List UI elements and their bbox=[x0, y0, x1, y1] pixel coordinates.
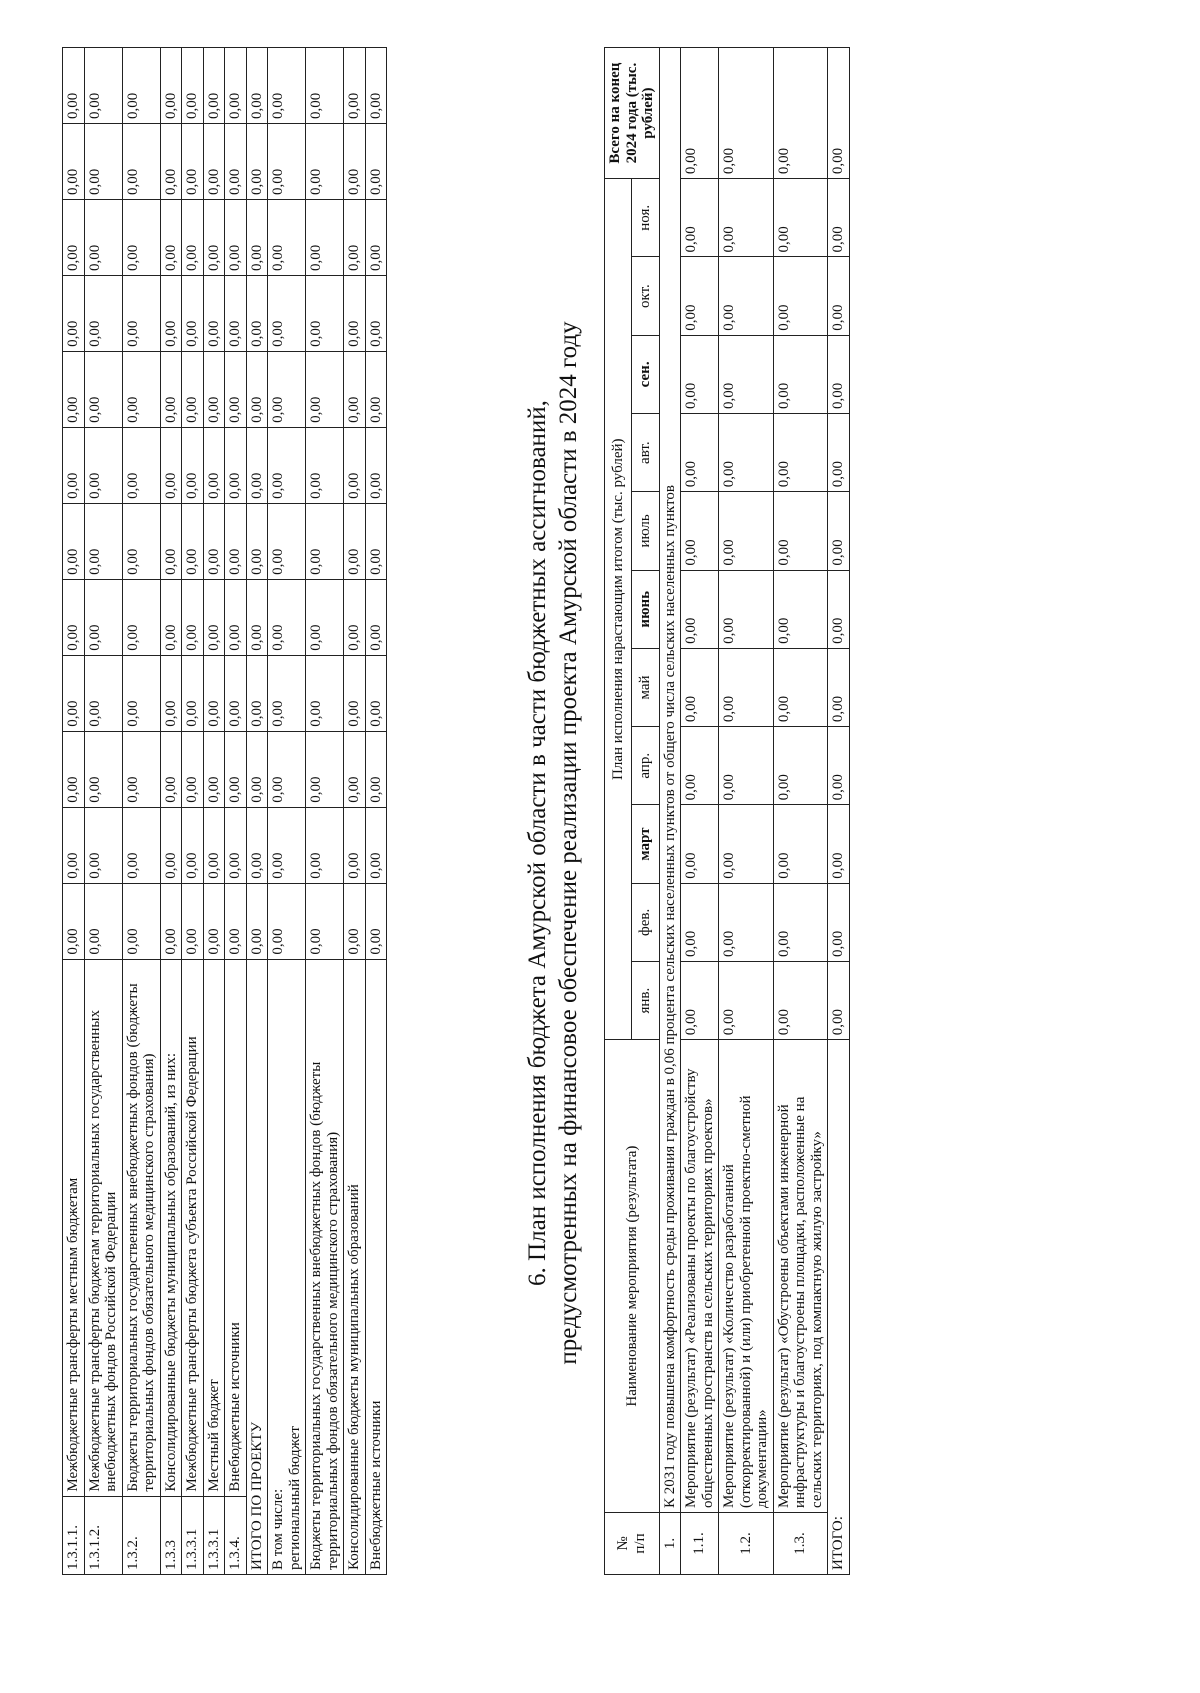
total-value: 0,00 bbox=[828, 648, 850, 726]
row-value: 0,00 bbox=[63, 427, 85, 503]
row-number: 1.3.3 bbox=[160, 1496, 182, 1574]
row-value: 0,00 bbox=[203, 48, 225, 124]
total-value: 0,00 bbox=[246, 275, 268, 351]
table-row bbox=[773, 48, 828, 1575]
sub-row-value: 0,00 bbox=[344, 199, 366, 275]
row-number: 1.2. bbox=[719, 1513, 774, 1575]
sub-row-value: 0,00 bbox=[344, 124, 366, 200]
budget-execution-plan-table bbox=[604, 47, 850, 1575]
sub-row-value: 0,00 bbox=[268, 731, 306, 807]
total-value: 0,00 bbox=[246, 807, 268, 883]
row-value: 0,00 bbox=[773, 727, 828, 805]
row-value: 0,00 bbox=[160, 503, 182, 579]
row-value: 0,00 bbox=[182, 124, 204, 200]
sub-row-value: 0,00 bbox=[344, 351, 366, 427]
row-number: 1.3.3.1 bbox=[203, 1496, 225, 1574]
row-value: 0,00 bbox=[203, 275, 225, 351]
header-month: янв. bbox=[632, 961, 659, 1039]
row-value: 0,00 bbox=[160, 579, 182, 655]
total-value: 0,00 bbox=[246, 427, 268, 503]
row-value: 0,00 bbox=[63, 655, 85, 731]
row-value: 0,00 bbox=[160, 807, 182, 883]
row-number: 1.3.1.2. bbox=[84, 1496, 122, 1574]
sub-row bbox=[268, 48, 306, 1575]
header-month: апр. bbox=[632, 727, 659, 805]
sub-row-name: Бюджеты территориальных государственных внебюджетных фондов (бюджеты территориальных фондов обязательного медицинского страхования) bbox=[306, 959, 344, 1574]
row-value: 0,00 bbox=[773, 805, 828, 883]
row-value: 0,00 bbox=[773, 648, 828, 726]
row-value: 0,00 bbox=[84, 275, 122, 351]
row-value: 0,00 bbox=[84, 655, 122, 731]
row-value: 0,00 bbox=[681, 727, 719, 805]
sub-row-value: 0,00 bbox=[365, 351, 387, 427]
sub-row-value: 0,00 bbox=[306, 199, 344, 275]
row-value: 0,00 bbox=[160, 48, 182, 124]
header-month: июнь bbox=[632, 570, 659, 648]
total-value: 0,00 bbox=[246, 351, 268, 427]
row-value: 0,00 bbox=[203, 124, 225, 200]
table-row bbox=[203, 48, 225, 1575]
row-value: 0,00 bbox=[773, 179, 828, 257]
row-value: 0,00 bbox=[182, 503, 204, 579]
row-value: 0,00 bbox=[681, 48, 719, 179]
table-row bbox=[122, 48, 160, 1575]
row-value: 0,00 bbox=[122, 503, 160, 579]
sub-row-value: 0,00 bbox=[268, 199, 306, 275]
row-value: 0,00 bbox=[773, 48, 828, 179]
row-value: 0,00 bbox=[203, 579, 225, 655]
total-value: 0,00 bbox=[828, 414, 850, 492]
row-value: 0,00 bbox=[84, 427, 122, 503]
row-value: 0,00 bbox=[681, 648, 719, 726]
row-value: 0,00 bbox=[63, 124, 85, 200]
row-value: 0,00 bbox=[203, 731, 225, 807]
row-value: 0,00 bbox=[84, 731, 122, 807]
row-value: 0,00 bbox=[63, 579, 85, 655]
row-value: 0,00 bbox=[203, 351, 225, 427]
sub-row-value: 0,00 bbox=[306, 731, 344, 807]
row-value: 0,00 bbox=[681, 335, 719, 413]
sub-row-value: 0,00 bbox=[344, 503, 366, 579]
header-row-1 bbox=[605, 48, 632, 1575]
row-name: Местный бюджет bbox=[203, 959, 225, 1496]
total-value: 0,00 bbox=[828, 961, 850, 1039]
row-value: 0,00 bbox=[719, 727, 774, 805]
sub-row-name: Внебюджетные источники bbox=[365, 959, 387, 1574]
row-value: 0,00 bbox=[225, 807, 247, 883]
header-month: фев. bbox=[632, 883, 659, 961]
header-month: июль bbox=[632, 492, 659, 570]
sub-row-value: 0,00 bbox=[306, 503, 344, 579]
row-value: 0,00 bbox=[160, 883, 182, 959]
total-value: 0,00 bbox=[828, 335, 850, 413]
sub-row-value: 0,00 bbox=[306, 48, 344, 124]
sub-row-value: 0,00 bbox=[268, 883, 306, 959]
header-month: март bbox=[632, 805, 659, 883]
row-value: 0,00 bbox=[160, 731, 182, 807]
row-value: 0,00 bbox=[773, 414, 828, 492]
total-label: ИТОГО: bbox=[828, 1040, 850, 1575]
sub-row-value: 0,00 bbox=[268, 807, 306, 883]
row-value: 0,00 bbox=[182, 807, 204, 883]
row-value: 0,00 bbox=[84, 351, 122, 427]
row-name: Бюджеты территориальных государственных внебюджетных фондов (бюджеты территориальных фондов обязательного медицинского страхования) bbox=[122, 959, 160, 1496]
row-name: Мероприятие (результат) «Количество разработанной (откорректированной) и (или) приобретенной проектно-сметной документации» bbox=[719, 1040, 774, 1513]
row-number: 1.1. bbox=[681, 1513, 719, 1575]
row-value: 0,00 bbox=[122, 275, 160, 351]
row-value: 0,00 bbox=[63, 351, 85, 427]
section-row bbox=[659, 48, 681, 1575]
total-value: 0,00 bbox=[246, 883, 268, 959]
row-value: 0,00 bbox=[182, 883, 204, 959]
row-value: 0,00 bbox=[681, 805, 719, 883]
row-name: Внебюджетные источники bbox=[225, 959, 247, 1496]
row-value: 0,00 bbox=[773, 570, 828, 648]
row-value: 0,00 bbox=[182, 48, 204, 124]
row-value: 0,00 bbox=[84, 807, 122, 883]
row-name: Межбюджетные трансферты местным бюджетам bbox=[63, 959, 85, 1496]
heading-line-1: 6. План исполнения бюджета Амурской области в части бюджетных ассигнований, bbox=[524, 400, 551, 1286]
row-number: 1.3.3.1 bbox=[182, 1496, 204, 1574]
header-month: авт. bbox=[632, 414, 659, 492]
row-value: 0,00 bbox=[63, 48, 85, 124]
row-value: 0,00 bbox=[719, 805, 774, 883]
row-value: 0,00 bbox=[203, 883, 225, 959]
row-value: 0,00 bbox=[182, 351, 204, 427]
total-value: 0,00 bbox=[828, 179, 850, 257]
total-value: 0,00 bbox=[246, 124, 268, 200]
row-name: Межбюджетные трансферты бюджетам территориальных государственных внебюджетных фондов Российской Федерации bbox=[84, 959, 122, 1496]
total-value: 0,00 bbox=[828, 805, 850, 883]
sub-row-value: 0,00 bbox=[344, 655, 366, 731]
row-value: 0,00 bbox=[84, 503, 122, 579]
sub-row-value: 0,00 bbox=[306, 883, 344, 959]
total-value: 0,00 bbox=[828, 48, 850, 179]
row-value: 0,00 bbox=[160, 199, 182, 275]
row-value: 0,00 bbox=[719, 179, 774, 257]
row-value: 0,00 bbox=[773, 883, 828, 961]
row-value: 0,00 bbox=[681, 883, 719, 961]
row-value: 0,00 bbox=[63, 503, 85, 579]
row-value: 0,00 bbox=[681, 492, 719, 570]
row-number: 1.3.1.1. bbox=[63, 1496, 85, 1574]
header-month: май bbox=[632, 648, 659, 726]
row-value: 0,00 bbox=[719, 570, 774, 648]
row-value: 0,00 bbox=[84, 199, 122, 275]
row-value: 0,00 bbox=[773, 257, 828, 335]
row-value: 0,00 bbox=[773, 492, 828, 570]
sub-row-value: 0,00 bbox=[365, 579, 387, 655]
header-month: сен. bbox=[632, 335, 659, 413]
header-num: № п/п bbox=[605, 1513, 660, 1575]
row-number: 1.3.4. bbox=[225, 1496, 247, 1574]
row-name: Консолидированные бюджеты муниципальных образований, из них: bbox=[160, 959, 182, 1496]
sub-row-value: 0,00 bbox=[268, 503, 306, 579]
header-plan: План исполнения нарастающим итогом (тыс. рублей) bbox=[605, 179, 632, 1040]
table-row bbox=[84, 48, 122, 1575]
sub-row-value: 0,00 bbox=[306, 351, 344, 427]
sub-row-value: 0,00 bbox=[306, 655, 344, 731]
row-value: 0,00 bbox=[681, 414, 719, 492]
total-label: ИТОГО ПО ПРОЕКТУ bbox=[246, 959, 268, 1574]
row-value: 0,00 bbox=[719, 648, 774, 726]
row-value: 0,00 bbox=[122, 351, 160, 427]
budget-sources-table bbox=[62, 47, 387, 1575]
section-text: К 2031 году повышена комфортность среды проживания граждан в 0,06 процента сельских населенных пунктов от общего числа сельских населенных пунктов bbox=[659, 48, 681, 1513]
header-name: Наименование мероприятия (результата) bbox=[605, 1040, 660, 1513]
row-value: 0,00 bbox=[63, 275, 85, 351]
sub-row-value: 0,00 bbox=[306, 275, 344, 351]
row-value: 0,00 bbox=[122, 199, 160, 275]
row-value: 0,00 bbox=[84, 579, 122, 655]
sub-row-name: Консолидированные бюджеты муниципальных образований bbox=[344, 959, 366, 1574]
sub-row-value: 0,00 bbox=[365, 199, 387, 275]
row-value: 0,00 bbox=[122, 883, 160, 959]
total-value: 0,00 bbox=[246, 48, 268, 124]
table-row bbox=[719, 48, 774, 1575]
row-name: Мероприятие (результат) «Обустроены объектами инженерной инфраструктуры и благоустроены площадки, расположенные на сельских территориях, под компактную жилую застройку» bbox=[773, 1040, 828, 1513]
row-value: 0,00 bbox=[203, 503, 225, 579]
row-value: 0,00 bbox=[225, 124, 247, 200]
total-value: 0,00 bbox=[246, 503, 268, 579]
sub-row-value: 0,00 bbox=[365, 48, 387, 124]
row-value: 0,00 bbox=[182, 427, 204, 503]
row-value: 0,00 bbox=[773, 335, 828, 413]
row-value: 0,00 bbox=[225, 883, 247, 959]
total-value: 0,00 bbox=[246, 199, 268, 275]
row-value: 0,00 bbox=[122, 655, 160, 731]
row-value: 0,00 bbox=[122, 731, 160, 807]
total-row bbox=[246, 48, 268, 1575]
row-value: 0,00 bbox=[122, 124, 160, 200]
sub-row bbox=[365, 48, 387, 1575]
row-value: 0,00 bbox=[63, 883, 85, 959]
row-value: 0,00 bbox=[63, 807, 85, 883]
total-value: 0,00 bbox=[828, 492, 850, 570]
total-value: 0,00 bbox=[828, 257, 850, 335]
row-value: 0,00 bbox=[225, 275, 247, 351]
row-value: 0,00 bbox=[719, 335, 774, 413]
total-value: 0,00 bbox=[246, 579, 268, 655]
row-value: 0,00 bbox=[160, 427, 182, 503]
sub-row-value: 0,00 bbox=[344, 427, 366, 503]
sub-row-value: 0,00 bbox=[365, 124, 387, 200]
sub-row-value: 0,00 bbox=[306, 124, 344, 200]
row-value: 0,00 bbox=[122, 427, 160, 503]
row-value: 0,00 bbox=[182, 655, 204, 731]
total-value: 0,00 bbox=[246, 731, 268, 807]
sub-row-value: 0,00 bbox=[344, 579, 366, 655]
row-value: 0,00 bbox=[225, 199, 247, 275]
sub-row bbox=[344, 48, 366, 1575]
sub-row-value: 0,00 bbox=[306, 579, 344, 655]
table-row bbox=[225, 48, 247, 1575]
row-value: 0,00 bbox=[203, 655, 225, 731]
row-value: 0,00 bbox=[182, 199, 204, 275]
total-value: 0,00 bbox=[246, 655, 268, 731]
sub-row-value: 0,00 bbox=[268, 124, 306, 200]
total-row bbox=[828, 48, 850, 1575]
sub-row-value: 0,00 bbox=[344, 807, 366, 883]
row-value: 0,00 bbox=[203, 807, 225, 883]
row-value: 0,00 bbox=[160, 275, 182, 351]
row-value: 0,00 bbox=[160, 351, 182, 427]
row-value: 0,00 bbox=[225, 731, 247, 807]
row-value: 0,00 bbox=[225, 351, 247, 427]
table-row bbox=[160, 48, 182, 1575]
row-number: 1.3.2. bbox=[122, 1496, 160, 1574]
sub-row-value: 0,00 bbox=[365, 883, 387, 959]
row-value: 0,00 bbox=[719, 48, 774, 179]
row-value: 0,00 bbox=[225, 579, 247, 655]
total-value: 0,00 bbox=[828, 570, 850, 648]
sub-row-value: 0,00 bbox=[268, 427, 306, 503]
sub-row bbox=[306, 48, 344, 1575]
sub-row-value: 0,00 bbox=[268, 275, 306, 351]
row-value: 0,00 bbox=[681, 570, 719, 648]
row-value: 0,00 bbox=[719, 883, 774, 961]
row-value: 0,00 bbox=[122, 48, 160, 124]
sub-row-value: 0,00 bbox=[268, 48, 306, 124]
sub-row-value: 0,00 bbox=[306, 807, 344, 883]
row-value: 0,00 bbox=[225, 655, 247, 731]
table-row bbox=[681, 48, 719, 1575]
row-value: 0,00 bbox=[160, 655, 182, 731]
row-value: 0,00 bbox=[182, 731, 204, 807]
row-value: 0,00 bbox=[773, 961, 828, 1039]
row-value: 0,00 bbox=[122, 579, 160, 655]
header-month: ноя. bbox=[632, 179, 659, 257]
row-value: 0,00 bbox=[225, 427, 247, 503]
sub-row-value: 0,00 bbox=[365, 655, 387, 731]
header-month: окт. bbox=[632, 257, 659, 335]
row-value: 0,00 bbox=[203, 427, 225, 503]
row-value: 0,00 bbox=[182, 275, 204, 351]
row-value: 0,00 bbox=[122, 807, 160, 883]
sub-row-value: 0,00 bbox=[306, 427, 344, 503]
sub-row-value: 0,00 bbox=[268, 579, 306, 655]
section-number: 1. bbox=[659, 1513, 681, 1575]
sub-row-value: 0,00 bbox=[365, 275, 387, 351]
sub-row-value: 0,00 bbox=[365, 427, 387, 503]
sub-row-value: 0,00 bbox=[344, 275, 366, 351]
heading-line-2: предусмотренных на финансовое обеспечение реализации проекта Амурской области в 2024 году bbox=[555, 321, 583, 1365]
row-value: 0,00 bbox=[681, 179, 719, 257]
row-value: 0,00 bbox=[719, 257, 774, 335]
row-value: 0,00 bbox=[681, 961, 719, 1039]
sub-row-value: 0,00 bbox=[268, 655, 306, 731]
sub-row-value: 0,00 bbox=[365, 731, 387, 807]
row-value: 0,00 bbox=[63, 199, 85, 275]
row-value: 0,00 bbox=[84, 124, 122, 200]
row-value: 0,00 bbox=[84, 48, 122, 124]
sub-row-value: 0,00 bbox=[365, 503, 387, 579]
sub-row-value: 0,00 bbox=[344, 883, 366, 959]
row-value: 0,00 bbox=[182, 579, 204, 655]
table-row bbox=[182, 48, 204, 1575]
sub-row-value: 0,00 bbox=[344, 731, 366, 807]
row-value: 0,00 bbox=[225, 48, 247, 124]
row-value: 0,00 bbox=[681, 257, 719, 335]
row-value: 0,00 bbox=[63, 731, 85, 807]
row-value: 0,00 bbox=[84, 883, 122, 959]
row-name: Мероприятие (результат) «Реализованы проекты по благоустройству общественных пространств на сельских территориях проектов» bbox=[681, 1040, 719, 1513]
total-value: 0,00 bbox=[828, 883, 850, 961]
table-row bbox=[63, 48, 85, 1575]
row-value: 0,00 bbox=[719, 414, 774, 492]
row-value: 0,00 bbox=[719, 492, 774, 570]
header-total: Всего на конец 2024 года (тыс. рублей) bbox=[605, 48, 660, 179]
sub-row-value: 0,00 bbox=[344, 48, 366, 124]
row-value: 0,00 bbox=[203, 199, 225, 275]
row-value: 0,00 bbox=[225, 503, 247, 579]
sub-row-value: 0,00 bbox=[268, 351, 306, 427]
sub-row-name: В том числе: региональный бюджет bbox=[268, 959, 306, 1574]
sub-row-value: 0,00 bbox=[365, 807, 387, 883]
row-value: 0,00 bbox=[160, 124, 182, 200]
row-name: Межбюджетные трансферты бюджета субъекта Российской Федерации bbox=[182, 959, 204, 1496]
section-heading bbox=[522, 53, 585, 1633]
total-value: 0,00 bbox=[828, 727, 850, 805]
row-value: 0,00 bbox=[719, 961, 774, 1039]
row-number: 1.3. bbox=[773, 1513, 828, 1575]
